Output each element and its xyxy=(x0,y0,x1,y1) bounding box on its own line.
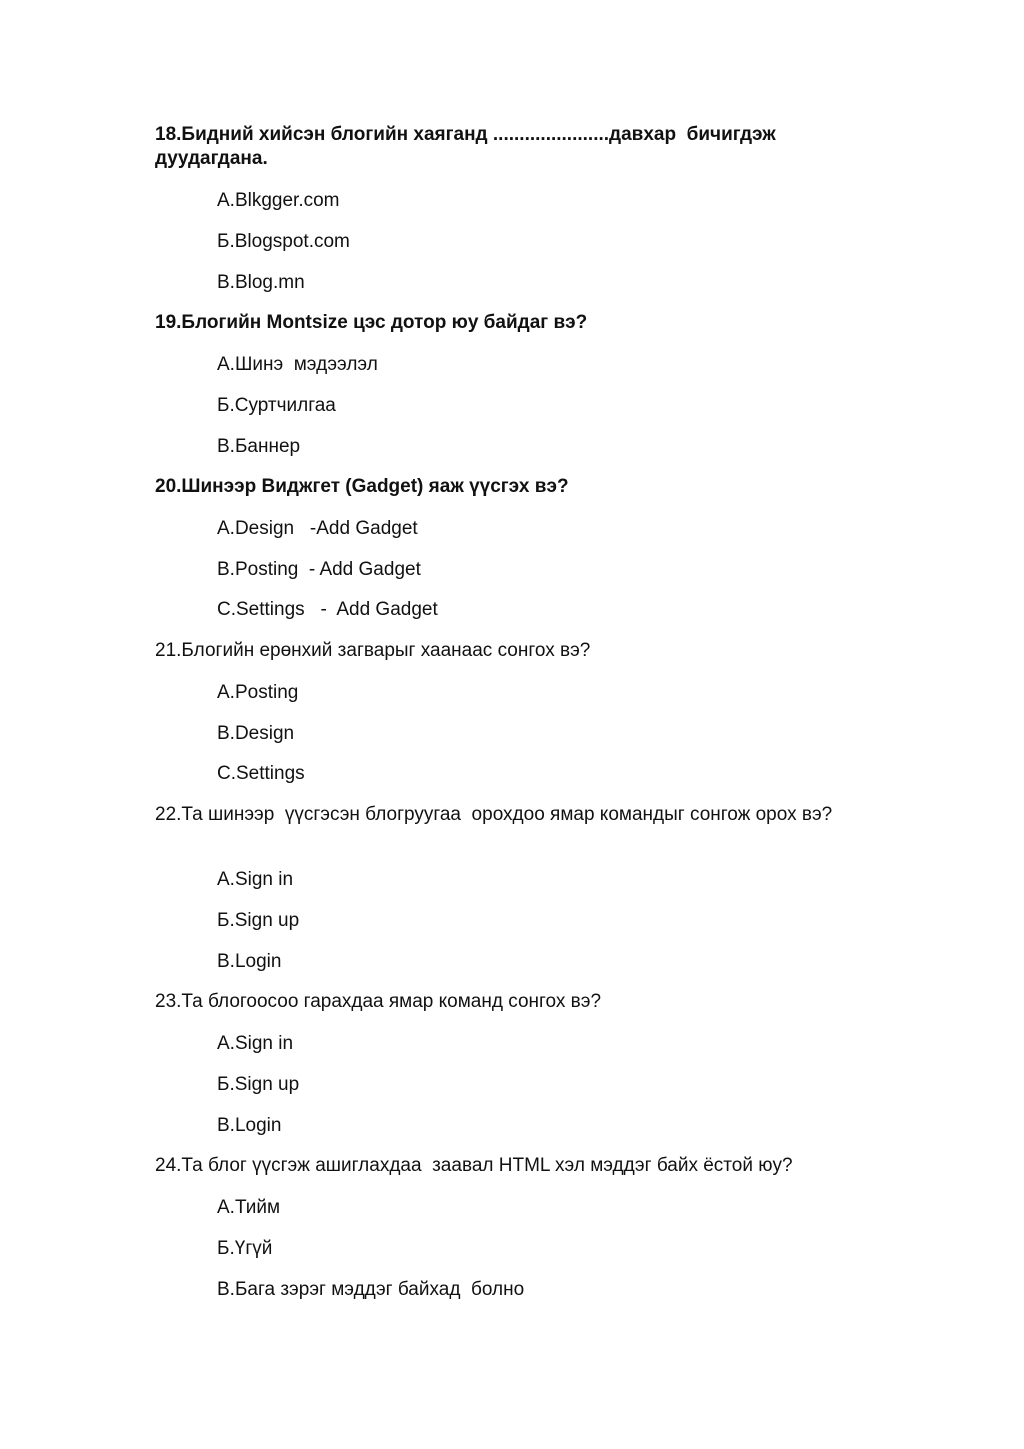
question-21-option-c: C.Settings xyxy=(217,763,305,784)
question-23: 23.Та блогоосоо гарахдаа ямар команд сонгох вэ? xyxy=(155,991,602,1012)
question-22-option-c: В.Login xyxy=(217,951,282,972)
question-18-option-a: А.Blkgger.com xyxy=(217,190,340,211)
question-20: 20.Шинээр Виджгет (Gadget) яаж үүсгэх вэ? xyxy=(155,476,569,497)
question-23-option-c: В.Login xyxy=(217,1115,282,1136)
question-19: 19.Блогийн Montsize цэс дотор юу байдаг вэ? xyxy=(155,312,588,333)
question-22: 22.Та шинээр үүсгэсэн блогруугаа орохдоо ямар командыг сонгож орох вэ? xyxy=(155,804,833,825)
question-22-option-b: Б.Sign up xyxy=(217,910,300,931)
question-19-option-c: В.Баннер xyxy=(217,436,301,457)
question-24-option-b: Б.Үгүй xyxy=(217,1238,273,1259)
question-18: 18.Бидний хийсэн блогийн хаяганд ......................давхар бичигдэж дуудагдана. xyxy=(155,124,782,169)
question-21: 21.Блогийн ерөнхий загварыг хаанаас сонгох вэ? xyxy=(155,640,591,661)
question-20-option-c: C.Settings - Add Gadget xyxy=(217,599,438,620)
question-21-option-b: B.Design xyxy=(217,723,295,744)
question-19-option-b: Б.Суртчилгаа xyxy=(217,395,336,416)
question-21-option-a: A.Posting xyxy=(217,682,299,703)
question-19-option-a: А.Шинэ мэдээлэл xyxy=(217,354,378,375)
question-18-option-b: Б.Blogspot.com xyxy=(217,231,350,252)
question-24: 24.Та блог үүсгэж ашиглахдаа заавал HTML хэл мэддэг байх ёстой юу? xyxy=(155,1155,793,1176)
question-18-option-c: В.Blog.mn xyxy=(217,272,305,293)
question-23-option-a: А.Sign in xyxy=(217,1033,294,1054)
question-20-option-b: B.Posting - Add Gadget xyxy=(217,559,421,580)
question-23-option-b: Б.Sign up xyxy=(217,1074,300,1095)
question-20-option-a: A.Design -Add Gadget xyxy=(217,518,418,539)
question-24-option-a: А.Тийм xyxy=(217,1197,281,1218)
question-22-option-a: А.Sign in xyxy=(217,869,294,890)
question-24-option-c: В.Бага зэрэг мэддэг байхад болно xyxy=(217,1279,525,1300)
